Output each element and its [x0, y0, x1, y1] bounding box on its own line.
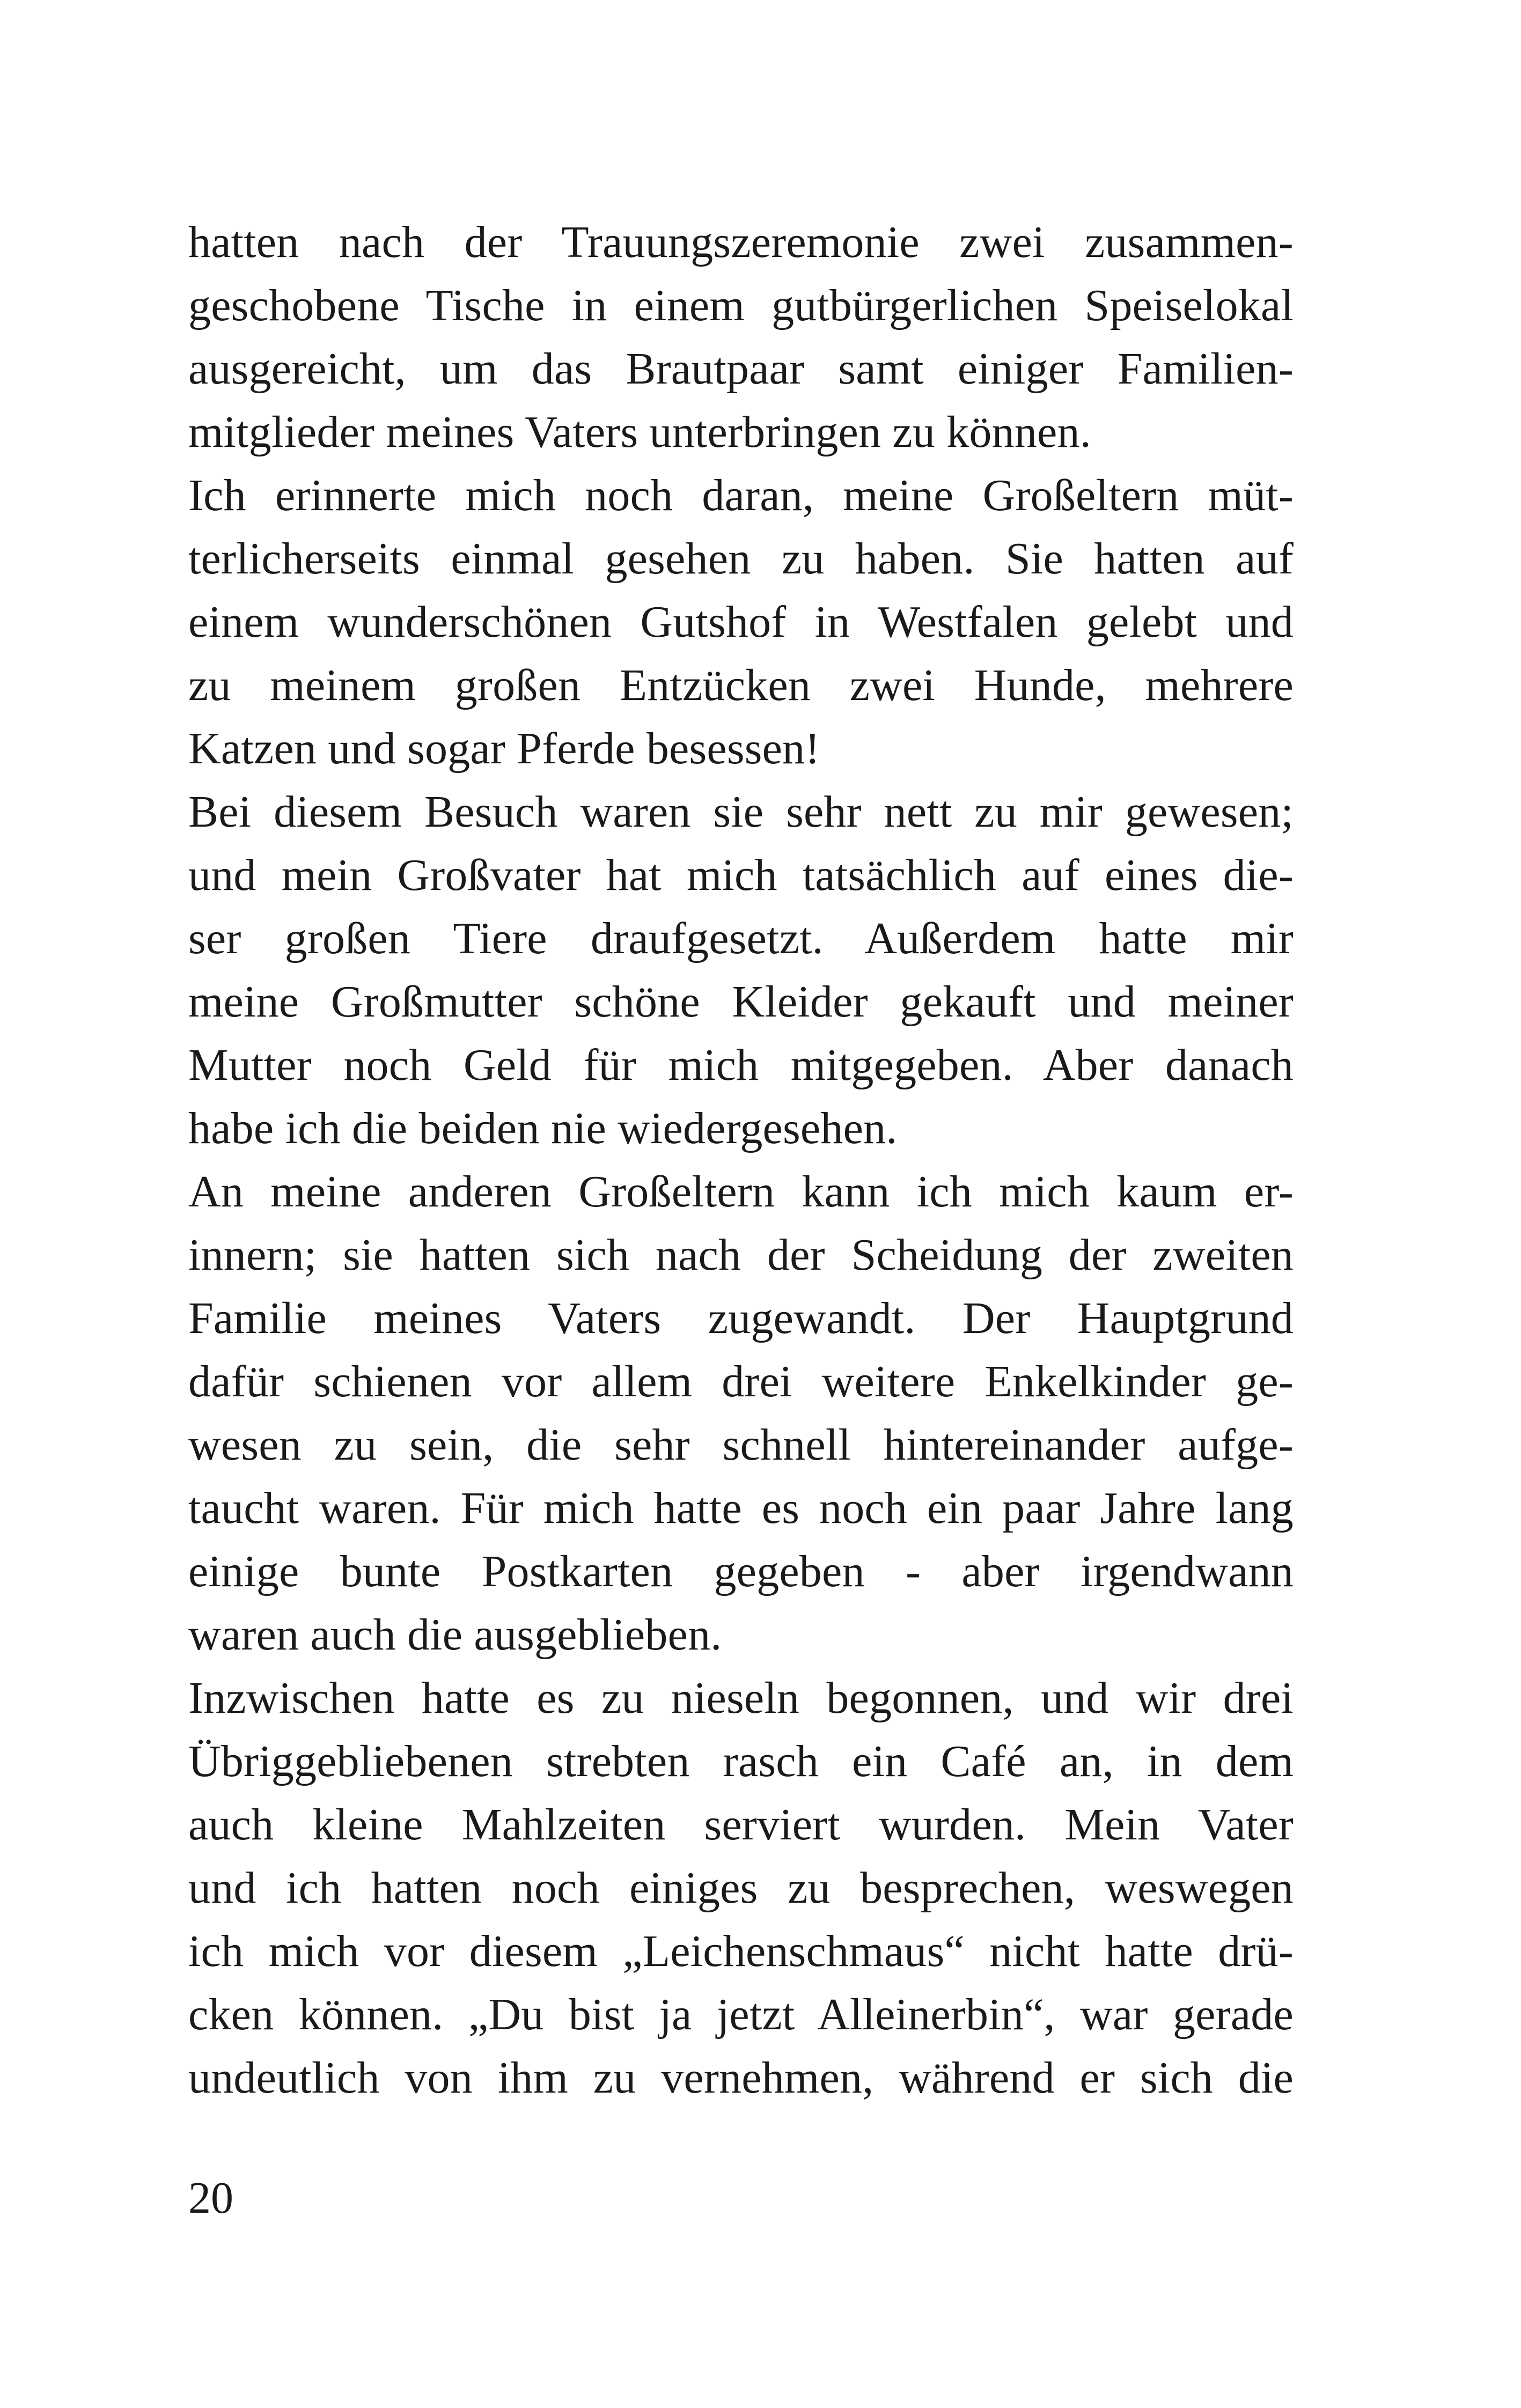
text-line: cken können. „Du bist ja jetzt Alleinerbin“, war gerade [188, 1990, 1294, 2039]
text-line: ser großen Tiere draufgesetzt. Außerdem hatte mir [188, 914, 1294, 963]
text-line: und mein Großvater hat mich tatsächlich auf eines die- [188, 850, 1294, 900]
text-line: und ich hatten noch einiges zu besprechen, weswegen [188, 1863, 1294, 1913]
text-line: Inzwischen hatte es zu nieseln begonnen, und wir drei [188, 1673, 1294, 1723]
text-line: ausgereicht, um das Brautpaar samt einiger Familien- [188, 344, 1294, 394]
text-line: innern; sie hatten sich nach der Scheidung der zweiten [188, 1230, 1294, 1280]
text-line: Mutter noch Geld für mich mitgegeben. Aber danach [188, 1040, 1294, 1090]
text-line: undeutlich von ihm zu vernehmen, während er sich die [188, 2053, 1294, 2103]
text-line: habe ich die beiden nie wiedergesehen. [188, 1103, 898, 1153]
text-line: dafür schienen vor allem drei weitere Enkelkinder ge- [188, 1357, 1294, 1406]
text-line: wesen zu sein, die sehr schnell hintereinander aufge- [188, 1420, 1294, 1470]
text-line: zu meinem großen Entzücken zwei Hunde, mehrere [188, 660, 1294, 710]
text-line: mitglieder meines Vaters unterbringen zu können. [188, 407, 1091, 457]
body-text [188, 211, 1294, 2110]
text-line: Katzen und sogar Pferde besessen! [188, 724, 820, 774]
text-line: ich mich vor diesem „Leichenschmaus“ nicht hatte drü- [188, 1926, 1294, 1976]
text-line: Ich erinnerte mich noch daran, meine Großeltern müt- [188, 470, 1294, 520]
text-line: An meine anderen Großeltern kann ich mich kaum er- [188, 1167, 1294, 1217]
text-line: taucht waren. Für mich hatte es noch ein paar Jahre lang [188, 1483, 1294, 1533]
text-line: geschobene Tische in einem gutbürgerlichen Speiselokal [188, 281, 1294, 330]
text-line: Familie meines Vaters zugewandt. Der Hauptgrund [188, 1293, 1294, 1343]
text-line: einem wunderschönen Gutshof in Westfalen gelebt und [188, 597, 1294, 647]
text-line: terlicherseits einmal gesehen zu haben. Sie hatten auf [188, 534, 1294, 584]
text-line: Übriggebliebenen strebten rasch ein Café an, in dem [188, 1736, 1294, 1786]
text-line: meine Großmutter schöne Kleider gekauft und meiner [188, 977, 1294, 1027]
text-line: waren auch die ausgeblieben. [188, 1610, 722, 1660]
text-line: hatten nach der Trauungszeremonie zwei zusammen- [188, 217, 1294, 267]
page-number: 20 [188, 2173, 233, 2223]
text-line: Bei diesem Besuch waren sie sehr nett zu mir gewesen; [188, 787, 1294, 837]
text-line: auch kleine Mahlzeiten serviert wurden. Mein Vater [188, 1800, 1294, 1850]
text-line: einige bunte Postkarten gegeben - aber irgendwann [188, 1547, 1294, 1596]
